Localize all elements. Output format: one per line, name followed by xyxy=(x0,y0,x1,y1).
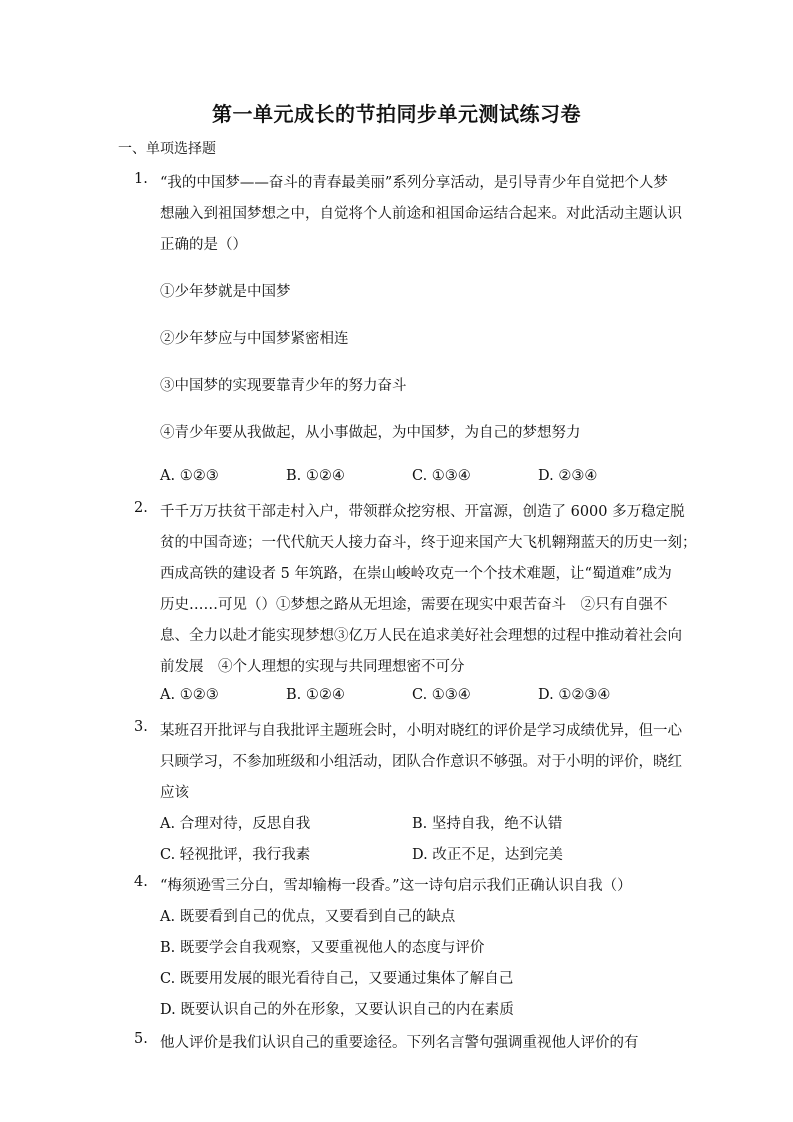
question-1-line-1: “我的中国梦——奋斗的青春最美丽”系列分享活动，是引导青少年自觉把个人梦 xyxy=(160,175,668,191)
question-1-line-2: 想融入到祖国梦想之中，自觉将个人前途和祖国命运结合起来。对此活动主题认识 xyxy=(160,206,682,222)
question-1-statement-3: ③中国梦的实现要靠青少年的努力奋斗 xyxy=(160,378,407,394)
question-3-option-a[interactable]: A. 合理对待，反思自我 xyxy=(160,816,311,832)
question-2-option-c[interactable]: C. ①③④ xyxy=(412,687,471,703)
question-4-line-1: “梅须逊雪三分白，雪却输梅一段香。”这一诗句启示我们正确认识自我（） xyxy=(160,878,632,894)
question-1-statement-2: ②少年梦应与中国梦紧密相连 xyxy=(160,331,349,347)
question-5-line-1: 他人评价是我们认识自己的重要途径。下列名言警句强调重视他人评价的有 xyxy=(160,1035,639,1051)
question-1-statement-4: ④青少年要从我做起，从小事做起，为中国梦，为自己的梦想努力 xyxy=(160,425,581,441)
question-3-line-2: 只顾学习，不参加班级和小组活动，团队合作意识不够强。对于小明的评价，晓红 xyxy=(160,754,682,770)
question-3-line-3: 应该 xyxy=(160,785,189,801)
section-heading: 一、单项选择题 xyxy=(118,141,216,157)
page-title: 第一单元成长的节拍同步单元测试练习卷 xyxy=(212,102,581,126)
question-4-option-c[interactable]: C. 既要用发展的眼光看待自己，又要通过集体了解自己 xyxy=(160,971,514,987)
question-1-number: 1. xyxy=(134,171,148,187)
question-2-option-a[interactable]: A. ①②③ xyxy=(160,687,219,703)
question-5-number: 5. xyxy=(134,1031,148,1047)
question-1-option-a[interactable]: A. ①②③ xyxy=(160,468,219,484)
question-1-option-d[interactable]: D. ②③④ xyxy=(538,468,598,484)
question-2-line-6: 前发展 ④个人理想的实现与共同理想密不可分 xyxy=(160,659,465,675)
question-2-number: 2. xyxy=(134,500,148,516)
question-4-option-b[interactable]: B. 既要学会自我观察，又要重视他人的态度与评价 xyxy=(160,940,485,956)
question-3-option-d[interactable]: D. 改正不足，达到完美 xyxy=(412,847,563,863)
question-3-number: 3. xyxy=(134,719,148,735)
question-2-option-b[interactable]: B. ①②④ xyxy=(286,687,345,703)
question-1-option-b[interactable]: B. ①②④ xyxy=(286,468,345,484)
question-4-option-d[interactable]: D. 既要认识自己的外在形象，又要认识自己的内在素质 xyxy=(160,1002,514,1018)
question-2-line-3: 西成高铁的建设者 5 年筑路，在崇山峻岭攻克一个个技术难题，让“蜀道难”成为 xyxy=(160,566,672,582)
question-3-option-c[interactable]: C. 轻视批评，我行我素 xyxy=(160,847,311,863)
question-3-line-1: 某班召开批评与自我批评主题班会时，小明对晓红的评价是学习成绩优异，但一心 xyxy=(160,723,682,739)
question-1-option-c[interactable]: C. ①③④ xyxy=(412,468,471,484)
question-2-line-2: 贫的中国奇迹；一代代航天人接力奋斗，终于迎来国产大飞机翱翔蓝天的历史一刻； xyxy=(160,535,697,551)
question-2-line-4: 历史……可见（）①梦想之路从无坦途，需要在现实中艰苦奋斗 ②只有自强不 xyxy=(160,597,668,613)
question-3-option-b[interactable]: B. 坚持自我，绝不认错 xyxy=(412,816,563,832)
question-2-line-5: 息、全力以赴才能实现梦想③亿万人民在追求美好社会理想的过程中推动着社会向 xyxy=(160,628,682,644)
question-2-option-d[interactable]: D. ①②③④ xyxy=(538,687,611,703)
question-1-statement-1: ①少年梦就是中国梦 xyxy=(160,284,291,300)
question-1-line-3: 正确的是（） xyxy=(160,237,247,253)
question-4-number: 4. xyxy=(134,874,148,890)
question-2-line-1: 千千万万扶贫干部走村入户，带领群众挖穷根、开富源，创造了 6000 多万稳定脱 xyxy=(160,504,685,520)
question-4-option-a[interactable]: A. 既要看到自己的优点，又要看到自己的缺点 xyxy=(160,909,456,925)
